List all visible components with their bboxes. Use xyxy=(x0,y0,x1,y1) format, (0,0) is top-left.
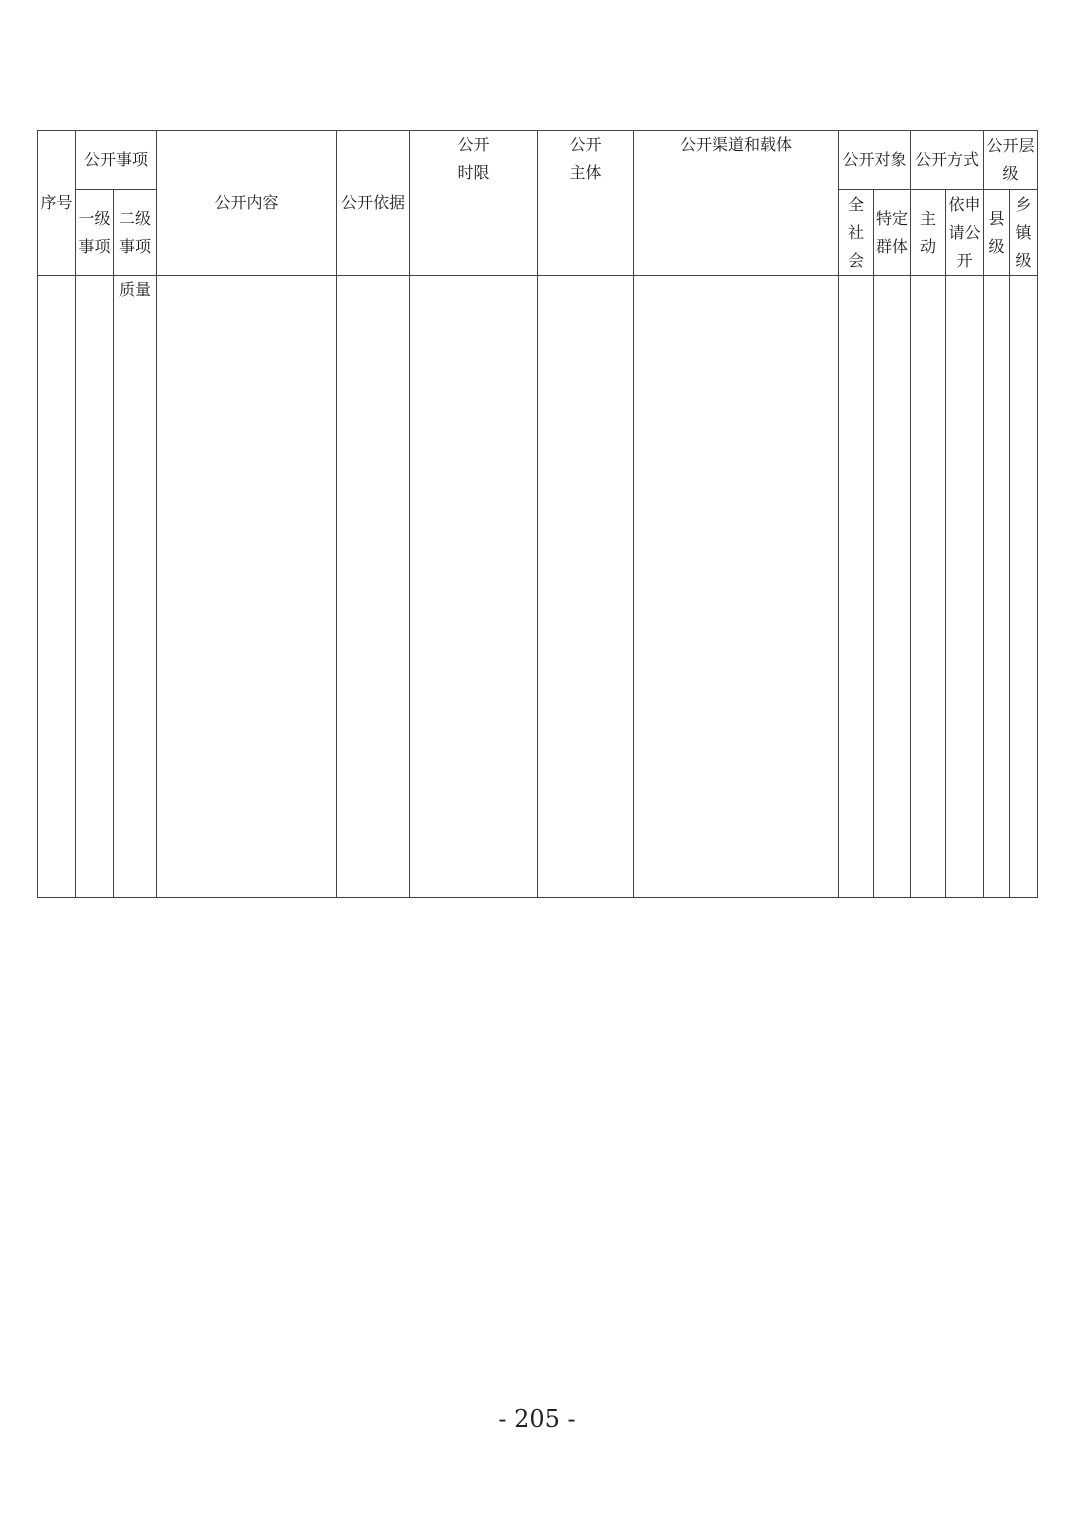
header-target: 公开对象 xyxy=(839,131,911,190)
header-seq: 序号 xyxy=(38,131,76,276)
header-level1: 一级 事项 xyxy=(76,190,114,276)
cell-level-county xyxy=(984,276,1010,898)
header-row-1 xyxy=(38,131,1038,190)
header-time-limit: 公开 时限 xyxy=(410,131,538,276)
header-level-town: 乡 镇 级 xyxy=(1010,190,1038,276)
header-method-active: 主 动 xyxy=(911,190,946,276)
header-channel: 公开渠道和载体 xyxy=(634,131,839,276)
header-content: 公开内容 xyxy=(157,131,337,276)
header-basis: 公开依据 xyxy=(337,131,410,276)
header-level: 公开层 级 xyxy=(984,131,1038,190)
header-target-all: 全 社 会 xyxy=(839,190,874,276)
header-target-specific: 特定 群体 xyxy=(874,190,911,276)
cell-level1 xyxy=(76,276,114,898)
cell-method-active xyxy=(911,276,946,898)
disclosure-table xyxy=(37,130,1038,898)
cell-subject xyxy=(538,276,634,898)
cell-channel xyxy=(634,276,839,898)
header-method: 公开方式 xyxy=(911,131,984,190)
cell-content xyxy=(157,276,337,898)
cell-seq xyxy=(38,276,76,898)
header-method-apply: 依申 请公 开 xyxy=(946,190,984,276)
cell-method-apply xyxy=(946,276,984,898)
cell-target-specific xyxy=(874,276,911,898)
cell-level-town xyxy=(1010,276,1038,898)
header-matter: 公开事项 xyxy=(76,131,157,190)
header-subject: 公开 主体 xyxy=(538,131,634,276)
cell-time-limit xyxy=(410,276,538,898)
page-number: - 205 - xyxy=(498,1405,576,1433)
cell-basis xyxy=(337,276,410,898)
header-level-county: 县 级 xyxy=(984,190,1010,276)
cell-target-all xyxy=(839,276,874,898)
header-level2: 二级 事项 xyxy=(114,190,157,276)
table-row xyxy=(38,276,1038,898)
cell-level2: 质量 xyxy=(114,276,157,898)
